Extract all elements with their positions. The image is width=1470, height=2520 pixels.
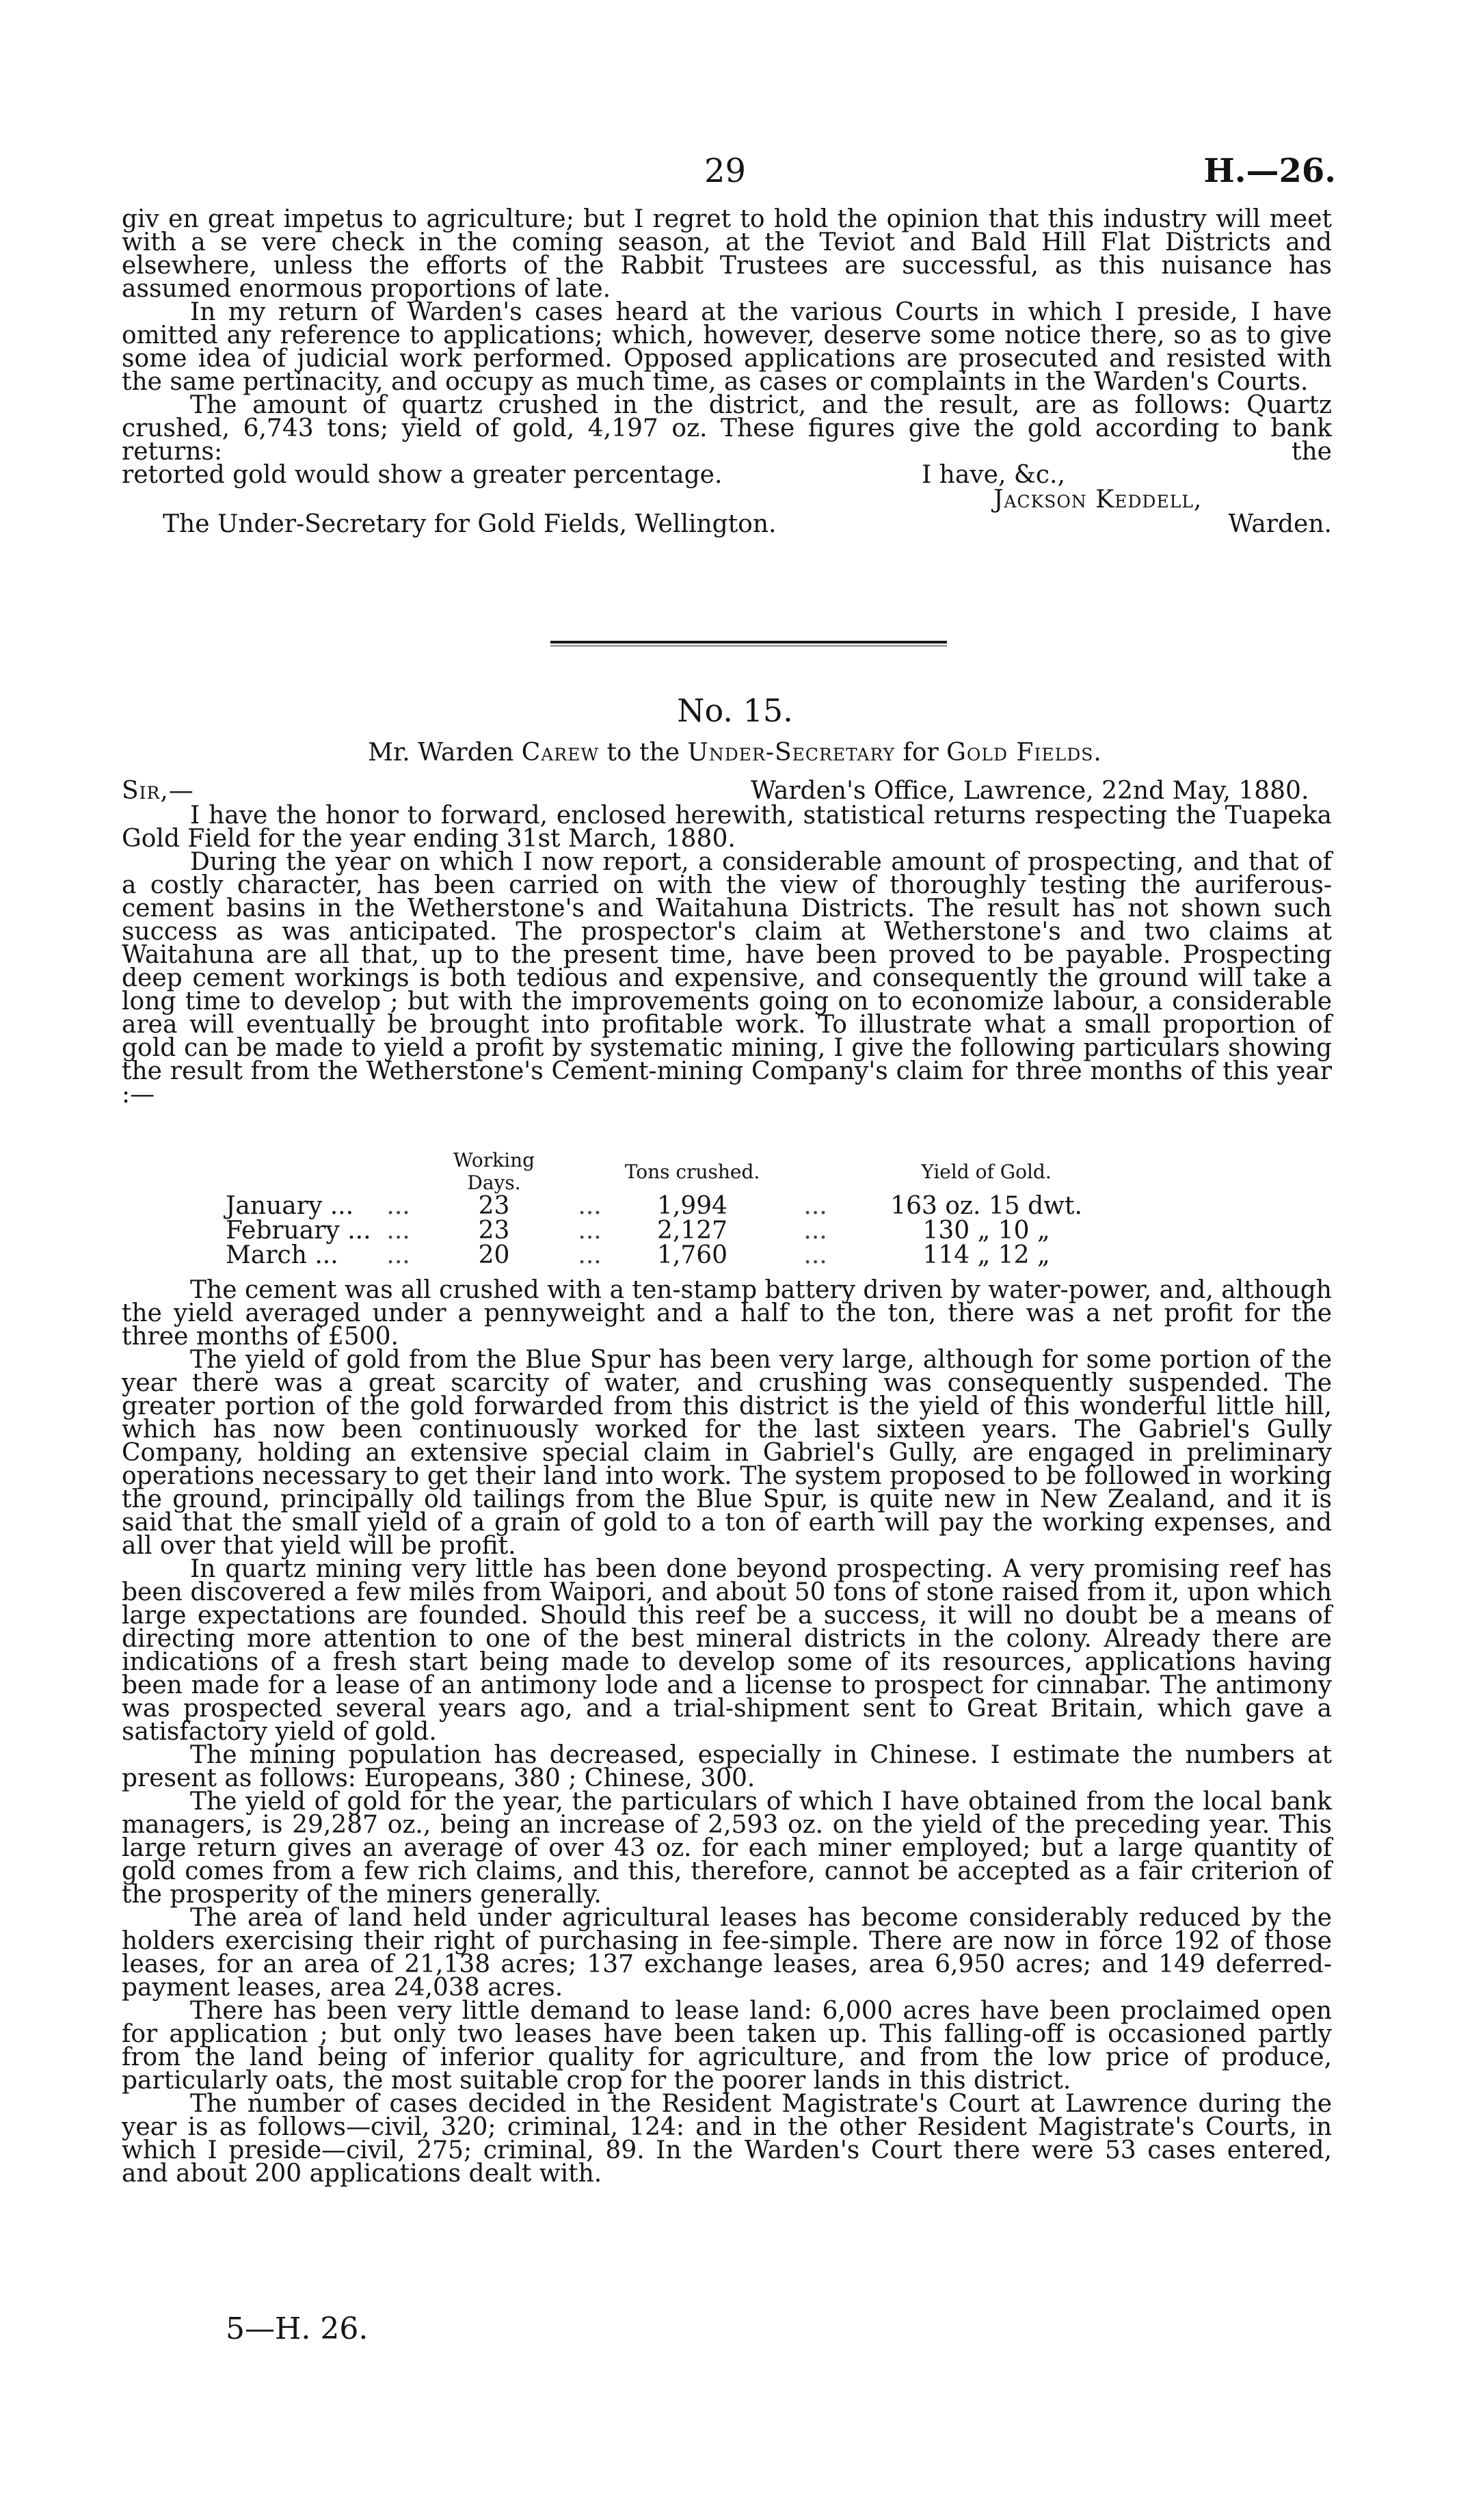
letter-subheading [0,739,1470,767]
signatory-name: Jackson Keddell, [993,486,1203,514]
paragraph: The amount of quartz crushed in the district, and the result, are as follows: Quartz crushed, 6,743 tons; yield of gold, 4,197 oz. These figures give the gold according to bank returns: the [122,391,1332,466]
month-cell: March ... [226,1241,338,1269]
signatory-title: Warden. [1228,510,1332,538]
column-header: Tons crushed. [624,1160,760,1183]
paragraph: I have the honor to forward, enclosed herewith, statistical returns respecting the Tuapeka Gold Field for the year ending 31st March, 1880. [122,801,1332,853]
closing-phrase: I have, &c., [922,461,1065,489]
subheading-sender: Carew [521,739,600,767]
column-header: Working Days. [453,1149,535,1194]
ellipsis: ... [386,1192,410,1220]
tons-cell: 1,994 [657,1192,728,1220]
days-cell: 23 [478,1217,510,1245]
ellipsis: ... [578,1192,602,1220]
subheading-recipient: Under-Secretary [687,739,896,767]
salutation: Sir,— [122,777,194,805]
paragraph: The mining population has decreased, especially in Chinese. I estimate the numbers at present as follows: Europeans, 380 ; Chinese, 300. [122,1741,1332,1792]
paragraph: The yield of gold for the year, the particulars of which I have obtained from the local bank managers, is 29,287 oz., being an increase of 2,593 oz. on the yield of the preceding year. This large return gives an average of over 43 oz. for each miner employed; but a large quantity of gold comes from a few rich claims, and this, therefore, cannot be accepted as a fair criterion of the prosperity of the miners generally. [122,1788,1332,1909]
table-row [226,1219,1110,1243]
letter-body-top [122,777,1332,1109]
subheading-part: Mr. Warden [368,739,522,767]
signature-mark: 5—H. 26. [226,2311,369,2346]
letter-body-bottom [122,1276,1332,2188]
paragraph: giv en great impetus to agriculture; but I regret to hold the opinion that this industry will meet with a se vere check in the coming season, at the Teviot and Bald Hill Flat Districts and elsewhere, unless the efforts of the Rabbit Trustees are successful, as this nuisance has assumed enormous proportions of late. [122,205,1332,303]
month-cell: February ... [226,1217,371,1245]
tons-cell: 2,127 [657,1217,728,1245]
column-header: Yield of Gold. [921,1160,1052,1183]
ellipsis: ... [803,1217,827,1245]
paragraph: In quartz mining very little has been done beyond prospecting. A very promising reef has been discovered a few miles from Waipori, and about 50 tons of stone raised from it, upon which large expectations are founded. Should this reef be a success, it will no doubt be a means of directing more attention to one of the best mineral districts in the colony. Already there are indications of a fresh start being made to develop some of its resources, applications having been made for a lease of an antimony lode and a license to prospect for cinnabar. The antimony was prospected several years ago, and a trial-shipment sent to Great Britain, which gave a satisfactory yield of gold. [122,1555,1332,1746]
table-row [226,1194,1110,1219]
signatory-row [122,488,1332,513]
closing-row [122,461,1332,489]
table-header-row [226,1149,1110,1194]
paragraph: The yield of gold from the Blue Spur has been very large, although for some portion of the year there was a great scarcity of water, and crushing was consequently suspended. The greater portion of the gold forwarded from this district is the yield of this wonderful little hill, which has now been continuously worked for the last sixteen years. The Gabriel's Gully Company, holding an extensive special claim in Gabriel's Gully, are engaged in preliminary operations necessary to get their land into work. The system proposed to be followed in working the ground, principally old tailings from the Blue Spur, is quite new in New Zealand, and it is said that the small yield of a grain of gold to a ton of earth will pay the working expenses, and all over that yield will be profit. [122,1346,1332,1560]
paragraph: During the year on which I now report, a considerable amount of prospecting, and that of a costly character, has been carried on with the view of thoroughly testing the auriferous-cement basins in the Wetherstone's and Waitahuna Districts. The result has not shown such success as was anticipated. The prospector's claim at Wetherstone's and two claims at Waitahuna are all that, up to the present time, have been proved to be payable. Prospecting deep cement workings is both tedious and expensive, and consequently the ground will take a long time to develop ; but with the improvements going on to economize labour, a considerable area will eventually be brought into profitable work. To illustrate what a small proportion of gold can be made to yield a profit by systematic mining, I give the following particulars showing the result from the Wetherstone's Cement-mining Company's claim for three months of this year :— [122,848,1332,1109]
addressee-row [122,510,1332,538]
month-cell: January ... [226,1192,354,1220]
document-reference: H.—26. [1203,152,1336,190]
ellipsis: ... [386,1241,410,1269]
yield-cell: 114 „ 12 „ [922,1241,1050,1269]
paragraph: The cement was all crushed with a ten-stamp battery driven by water-power, and, although the yield averaged under a pennyweight and a half to the ton, there was a net profit for the three months of £500. [122,1276,1332,1351]
paragraph: In my return of Warden's cases heard at the various Courts in which I preside, I have omitted any reference to applications; which, however, deserve some notice there, so as to give some idea of judicial work performed. Opposed applications are prosecuted and resisted with the same pertinacity, and occupy as much time, as cases or complaints in the Warden's Courts. [122,298,1332,396]
ellipsis: ... [386,1217,410,1245]
days-cell: 20 [478,1241,510,1269]
paragraph: The number of cases decided in the Resident Magistrate's Court at Lawrence during the year is as follows—civil, 320; criminal, 124: and in the other Resident Magistrate's Courts, in which I preside—civil, 275; criminal, 89. In the Warden's Court there were 53 cases entered, and about 200 applications dealt with. [122,2090,1332,2188]
subheading-department: Gold Fields. [946,739,1102,767]
yield-table [226,1149,1110,1268]
paragraph: There has been very little demand to lease land: 6,000 acres have been proclaimed open for application ; but only two leases have been taken up. This falling-off is occasioned partly from the land being of inferior quality for agriculture, and from the low price of produce, particularly oats, the most suitable crop for the poorer lands in this district. [122,1997,1332,2095]
tons-cell: 1,760 [657,1241,728,1269]
ellipsis: ... [803,1192,827,1220]
paragraph-last-line: retorted gold would show a greater percentage. [122,461,723,489]
yield-cell: 163 oz. 15 dwt. [890,1192,1082,1220]
ellipsis: ... [578,1217,602,1245]
subheading-part: to the [599,739,688,767]
ellipsis: ... [803,1241,827,1269]
subheading-part: for [895,739,947,767]
table-row [226,1243,1110,1268]
paragraph: The area of land held under agricultural leases has become considerably reduced by the holders exercising their right of purchasing in fee-simple. There are now in force 192 of those leases, for an area of 21,138 acres; 137 exchange leases, area 6,950 acres; and 149 deferred-payment leases, area 24,038 acres. [122,1904,1332,2002]
letter-number: No. 15. [677,692,793,729]
section-divider [550,641,947,646]
addressee: The Under-Secretary for Gold Fields, Wellington. [163,510,777,538]
ellipsis: ... [578,1241,602,1269]
page-number: 29 [704,152,747,190]
days-cell: 23 [478,1192,510,1220]
dateline: Warden's Office, Lawrence, 22nd May, 1880. [751,777,1309,805]
salutation-row [122,777,1332,805]
yield-cell: 130 „ 10 „ [922,1217,1050,1245]
previous-letter [122,205,1332,538]
